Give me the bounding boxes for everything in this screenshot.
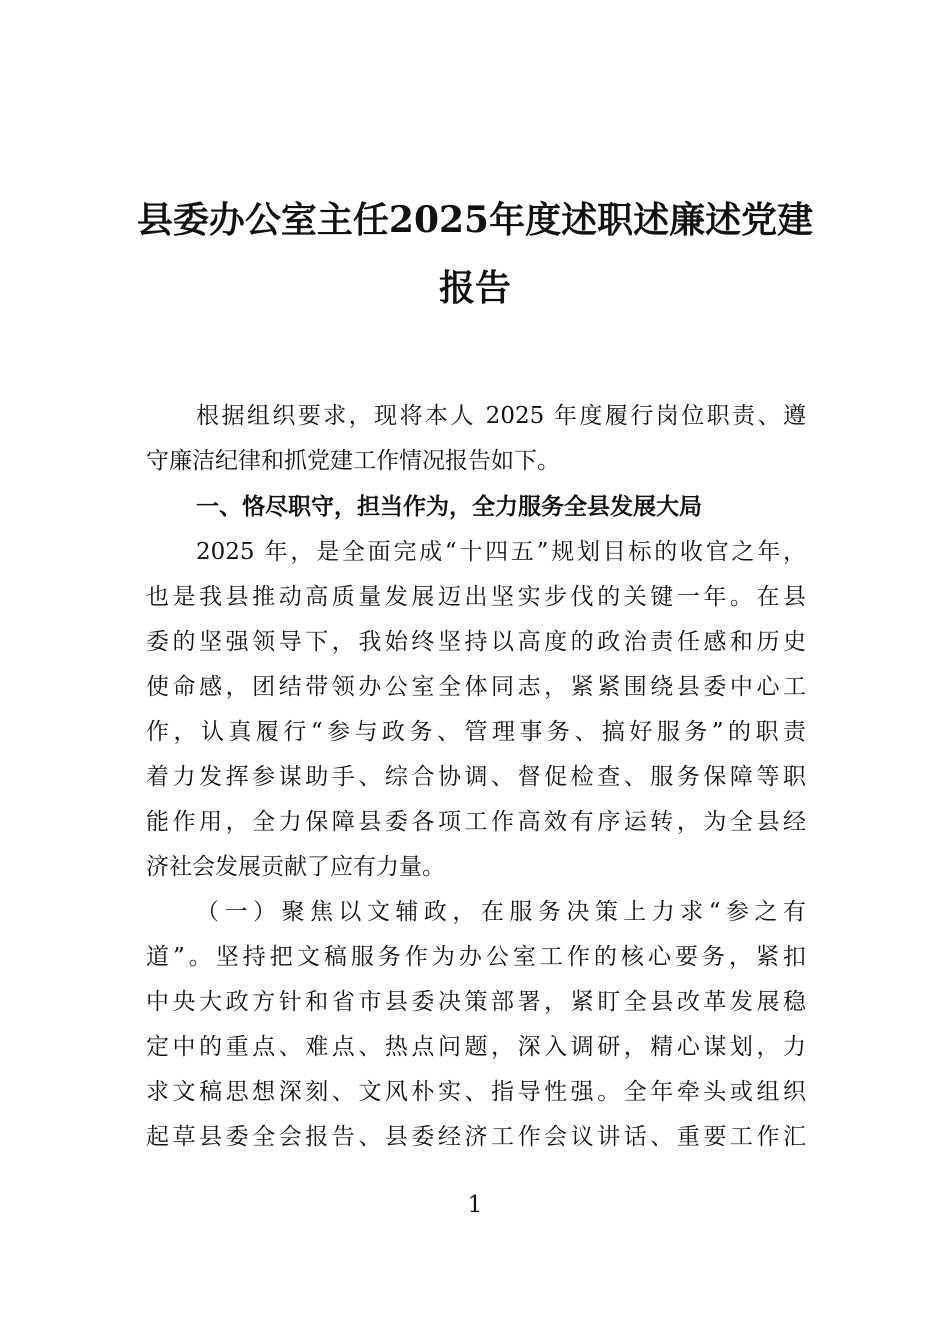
paragraph-line: 中央大政方针和省市县委决策部署，紧盯全县改革发展稳 xyxy=(146,989,806,1015)
document-title-line-2: 报告 xyxy=(438,267,511,309)
page-number: 1 xyxy=(467,1192,483,1218)
paragraph-line: 求文稿思想深刻、文风朴实、指导性强。全年牵头或组织 xyxy=(146,1079,806,1105)
paragraph-line: 济社会发展贡献了应有力量。 xyxy=(146,854,445,880)
paragraph-line: 守廉洁纪律和抓党建工作情况报告如下。 xyxy=(146,448,560,474)
document-title-line-1: 县委办公室主任2025年度述职述廉述党建 xyxy=(136,199,814,241)
paragraph-line: 定中的重点、难点、热点问题，深入调研，精心谋划，力 xyxy=(146,1034,806,1060)
subsection-heading-line: （一）聚焦以文辅政，在服务决策上力求“参之有 xyxy=(196,899,806,925)
paragraph-line: 作，认真履行“参与政务、管理事务、搞好服务”的职责 xyxy=(146,719,806,745)
paragraph-line: 也是我县推动高质量发展迈出坚实步伐的关键一年。在县 xyxy=(146,584,806,610)
paragraph-line: 道”。坚持把文稿服务作为办公室工作的核心要务，紧扣 xyxy=(146,944,806,970)
paragraph-line: 2025 年，是全面完成“十四五”规划目标的收官之年， xyxy=(196,539,806,565)
paragraph-line: 使命感，团结带领办公室全体同志，紧紧围绕县委中心工 xyxy=(146,674,806,700)
paragraph-line: 委的坚强领导下，我始终坚持以高度的政治责任感和历史 xyxy=(146,629,806,655)
section-heading: 一、恪尽职守，担当作为，全力服务全县发展大局 xyxy=(196,494,702,520)
paragraph-line: 起草县委全会报告、县委经济工作会议讲话、重要工作汇 xyxy=(146,1124,806,1150)
paragraph-line: 能作用，全力保障县委各项工作高效有序运转，为全县经 xyxy=(146,809,806,835)
paragraph-line: 根据组织要求，现将本人 2025 年度履行岗位职责、遵 xyxy=(196,403,806,429)
paragraph-line: 着力发挥参谋助手、综合协调、督促检查、服务保障等职 xyxy=(146,764,806,790)
